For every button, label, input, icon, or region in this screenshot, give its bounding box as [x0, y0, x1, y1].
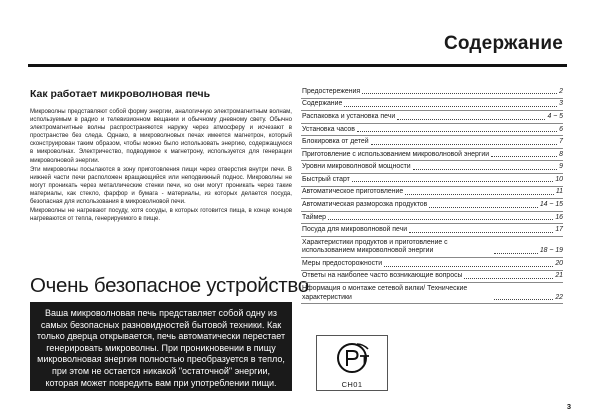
toc-entry[interactable]: Установка часов 6	[301, 124, 563, 137]
toc-entry[interactable]: Таймер 16	[301, 212, 563, 225]
paragraph: Эти микроволны посылаются в зону приготовления пищи через отверстия внутри печи. В нижней части печи расположен вращающийся или неподвижный поднос. Микроволны не могут проникать через металлические стенки печи, но они могут проникать через такие материалы, как стекло, фарфор и бумага - материалы, из которых делается посуда, безопасная для использования в микроволновой печи.	[30, 165, 292, 206]
toc-entry[interactable]: Автоматическая разморозка продуктов 14 ~ 15	[301, 199, 563, 212]
certification-mark-icon	[335, 341, 371, 375]
toc-entry[interactable]: Уровни микроволновой мощности 9	[301, 161, 563, 174]
page-title: Содержание	[443, 33, 563, 54]
toc-entry[interactable]: Меры предосторожности 20	[301, 258, 563, 271]
toc-entry[interactable]: Быстрый старт 10	[301, 174, 563, 187]
page-number: 3	[566, 402, 571, 411]
toc-entry[interactable]: Характеристики продуктов и приготовление с использованием микроволновой энергии 18 ~ 19	[301, 237, 563, 258]
header-divider	[28, 64, 567, 67]
toc-entry[interactable]: Нформация о монтаже сетевой вилки/ Технические характеристики 22	[301, 283, 563, 304]
toc-entry[interactable]: Приготовление с использованием микроволновой энергии 8	[301, 149, 563, 162]
paragraph: Микроволны не нагревают посуду, хотя сосуды, в которых готовится пища, в конце концов нагреваются от тепла, генерируемого в пище.	[30, 207, 292, 223]
toc-entry[interactable]: Содержание 3	[301, 99, 563, 112]
safety-title: Очень безопасное устройство	[30, 274, 309, 297]
section-heading: Как работает микроволновая печь	[30, 88, 211, 100]
safety-callout: Ваша микроволновая печь представляет собой одну из самых безопасных разновидностей бытовой техники. Как только дверца открывается, печь автоматически перестает генерировать микроволны. При проникновении в пищу микроволновая энергия полностью преобразуется в тепло, при этом не остается никакой "остаточной" энергии, которая может повредить вам при употреблении пищи.	[30, 302, 292, 391]
certification-box	[316, 335, 388, 391]
toc-entry[interactable]: Ответы на наиболее часто возникающие вопросы 21	[301, 271, 563, 284]
table-of-contents	[301, 86, 563, 304]
paragraph: Микроволны представляют собой форму энергии, аналогичную электромагнитным волнам, используемым в радио и телевизионном вещании и обычному дневному свету. Обычно электромагнитные волны распространяются наружу через атмосферу и исчезают в пространстве без следа. Однако, в микроволновых печах имеется магнетрон, который сконструирован таким образом, чтобы можно было использовать энергию, содержащуюся в микроволнах. Электричество, подводимое к магнетрону, используется для генерации микроволновой энергии.	[30, 108, 292, 164]
how-it-works-section	[30, 88, 292, 224]
toc-entry[interactable]: Посуда для микроволновой печи 17	[301, 224, 563, 237]
toc-entry[interactable]: Автоматическое приготовление 11	[301, 187, 563, 200]
toc-entry[interactable]: Распаковка и установка печи 4 ~ 5	[301, 111, 563, 124]
toc-entry[interactable]: Блокировка от детей 7	[301, 136, 563, 149]
toc-entry[interactable]: Предостережения 2	[301, 86, 563, 99]
certification-code: CH01	[341, 380, 363, 389]
